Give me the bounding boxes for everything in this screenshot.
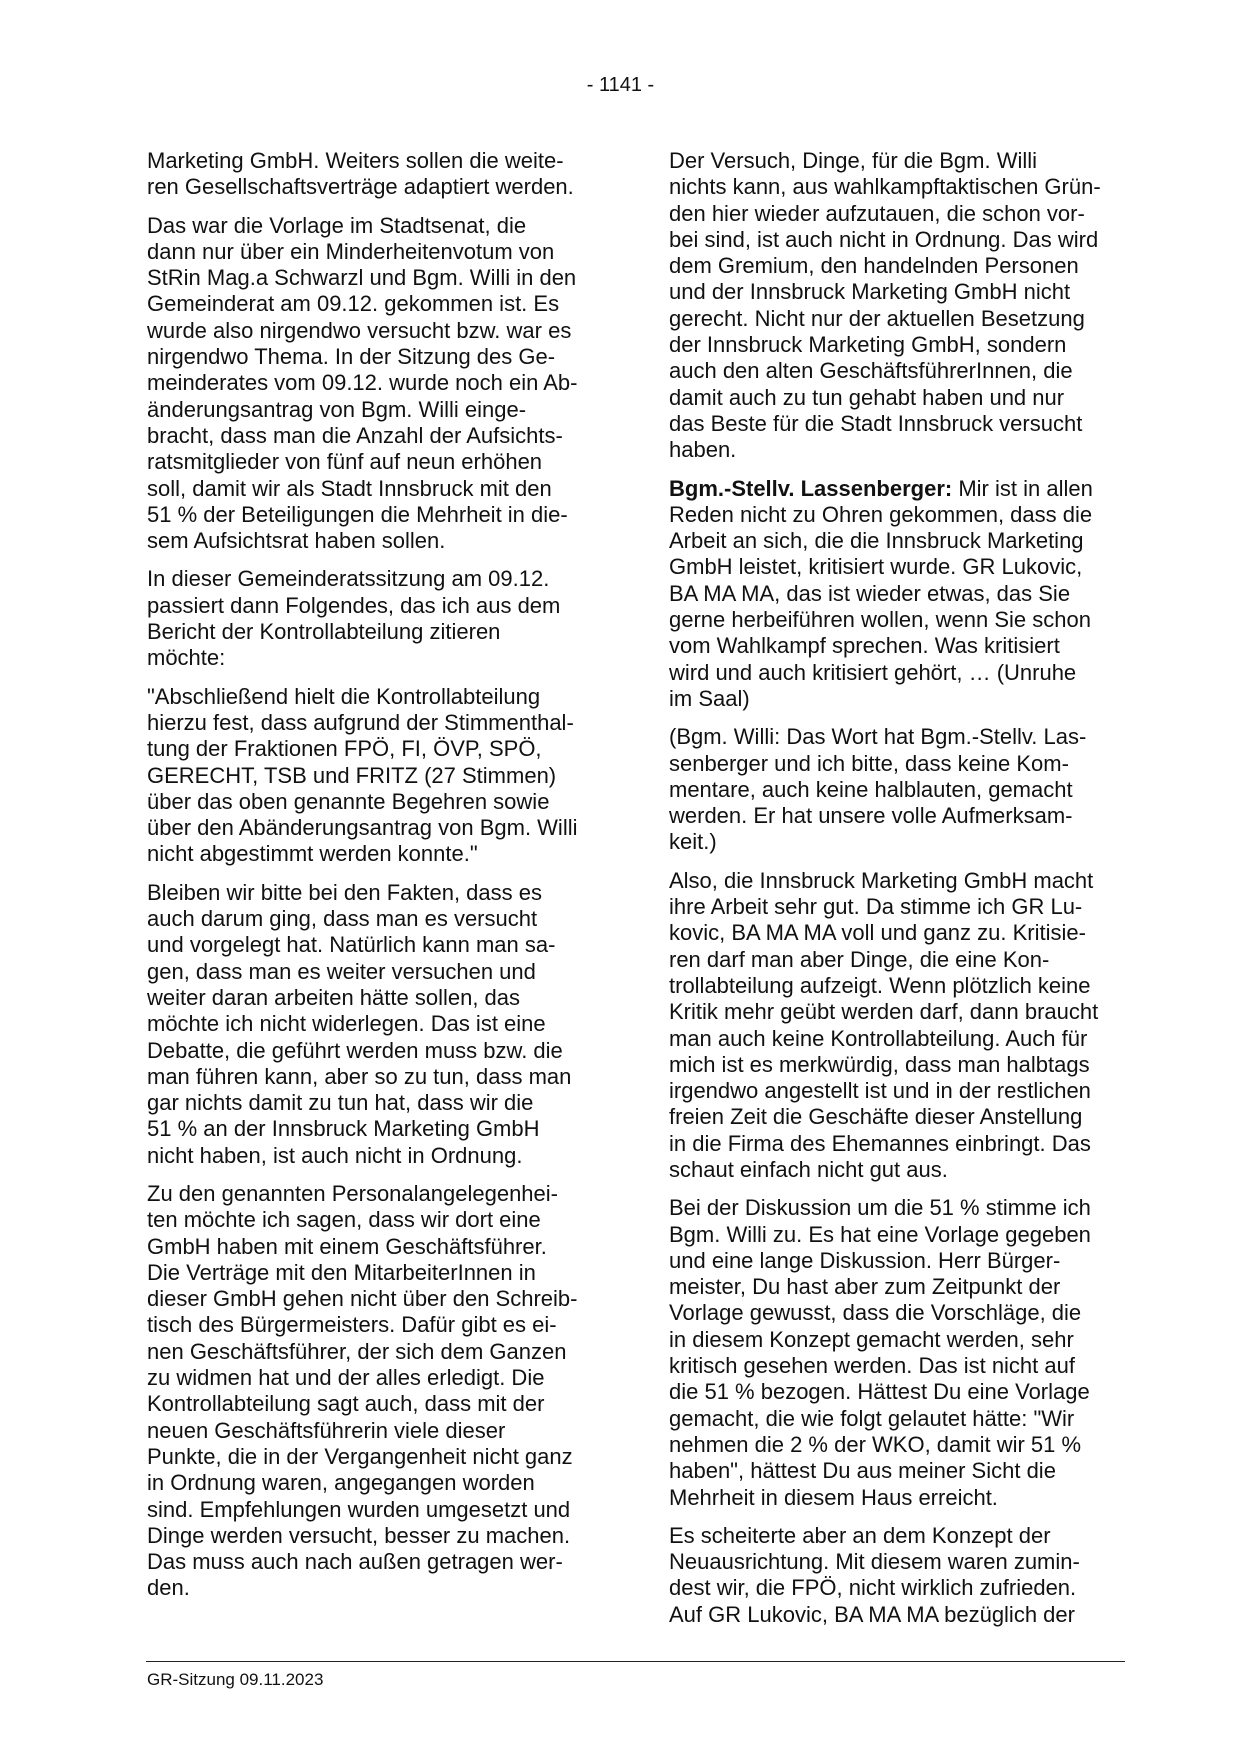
footer-text: GR-Sitzung 09.11.2023	[147, 1670, 324, 1689]
paragraph: Es scheiterte aber an dem Konzept der Neuausrichtung. Mit diesem waren zumin- dest wir, die FPÖ, nicht wirklich zufrieden. Auf GR Lukovic, BA MA MA bezüglich der	[669, 1522, 1080, 1627]
left-column	[147, 148, 607, 1614]
page-number: - 1141 -	[586, 74, 655, 96]
paragraph: Zu den genannten Personalangelegenhei- ten möchte ich sagen, dass wir dort eine GmbH haben mit einem Geschäftsführer. Die Verträge mit den MitarbeiterInnen in dieser GmbH gehen nicht über den Schreib- tisch des Bürgermeisters. Dafür gibt es ei- nen Geschäftsführer, der sich dem Ganzen zu widmen hat und der alles erledigt. Die Kontrollabteilung sagt auch, dass mit der neuen Geschäftsführerin viele dieser Punkte, die in der Vergangenheit nicht ganz in Ordnung waren, angegangen worden sind. Empfehlungen wurden umgesetzt und Dinge werden versucht, besser zu machen. Das muss auch nach außen getragen wer- den.	[147, 1180, 578, 1601]
speech-paragraph	[669, 476, 1129, 713]
quote-paragraph: "Abschließend hielt die Kontrollabteilung hierzu fest, dass aufgrund der Stimmenthal- tung der Fraktionen FPÖ, FI, ÖVP, SPÖ, GERECHT, TSB und FRITZ (27 Stimmen) über das oben genannte Begehren sowie über den Abänderungsantrag von Bgm. Willi nicht abgestimmt werden konnte."	[147, 683, 578, 867]
paragraph: In dieser Gemeinderatssitzung am 09.12. passiert dann Folgendes, das ich aus dem Bericht der Kontrollabteilung zitieren möchte:	[147, 566, 561, 671]
paragraph: Also, die Innsbruck Marketing GmbH macht ihre Arbeit sehr gut. Da stimme ich GR Lu- kovic, BA MA MA voll und ganz zu. Kritisie- ren darf man aber Dinge, die eine Kon- trollabteilung aufzeigt. Wenn plötzlich keine Kritik mehr geübt werden darf, dann braucht man auch keine Kontrollabteilung. Auch für mich ist es merkwürdig, dass man halbtags irgendwo angestellt ist und in der restlichen freien Zeit die Geschäfte dieser Anstellung in die Firma des Ehemannes einbringt. Das schaut einfach nicht gut aus.	[669, 867, 1099, 1182]
paragraph: Bleiben wir bitte bei den Fakten, dass es auch darum ging, dass man es versucht und vorgelegt hat. Natürlich kann man sa- gen, dass man es weiter versuchen und weiter daran arbeiten hätte sollen, das möchte ich nicht widerlegen. Das ist eine Debatte, die geführt werden muss bzw. die man führen kann, aber so zu tun, dass man gar nichts damit zu tun hat, dass wir die 51 % an der Innsbruck Marketing GmbH nicht haben, ist auch nicht in Ordnung.	[147, 879, 572, 1168]
right-column	[669, 148, 1129, 1640]
footer-divider	[146, 1661, 1125, 1662]
paragraph: Das war die Vorlage im Stadtsenat, die dann nur über ein Minderheitenvotum von StRin Mag.a Schwarzl und Bgm. Willi in den Gemeinderat am 09.12. gekommen ist. Es wurde also nirgendwo versucht bzw. war es nirgendwo Thema. In der Sitzung des Ge- meinderates vom 09.12. wurde noch ein Ab- änderungsantrag von Bgm. Willi einge- bracht, dass man die Anzahl der Aufsichts- ratsmitglieder von fünf auf neun erhöhen soll, damit wir als Stadt Innsbruck mit den 51 % der Beteiligungen die Mehrheit in die- sem Aufsichtsrat haben sollen.	[147, 212, 578, 554]
paragraph: Bei der Diskussion um die 51 % stimme ich Bgm. Willi zu. Es hat eine Vorlage gegeben und eine lange Diskussion. Herr Bürger- meister, Du hast aber zum Zeitpunkt der Vorlage gewusst, dass die Vorschläge, die in diesem Konzept gemacht werden, sehr kritisch gesehen werden. Das ist nicht auf die 51 % bezogen. Hättest Du eine Vorlage gemacht, die wie folgt gelautet hätte: "Wir nehmen die 2 % der WKO, damit wir 51 % haben", hättest Du aus meiner Sicht die Mehrheit in diesem Haus erreicht.	[669, 1195, 1091, 1510]
paragraph: Marketing GmbH. Weiters sollen die weite- ren Gesellschaftsverträge adaptiert werden.	[147, 148, 574, 200]
speaker-name: Bgm.-Stellv. Lassenberger:	[669, 475, 953, 501]
paragraph: Der Versuch, Dinge, für die Bgm. Willi nichts kann, aus wahlkampftaktischen Grün- den hier wieder aufzutauen, die schon vor- bei sind, ist auch nicht in Ordnung. Das wird dem Gremium, den handelnden Personen und der Innsbruck Marketing GmbH nicht gerecht. Nicht nur der aktuellen Besetzung der Innsbruck Marketing GmbH, sondern auch den alten GeschäftsführerInnen, die damit auch zu tun gehabt haben und nur das Beste für die Stadt Innsbruck versucht haben.	[669, 148, 1101, 463]
interjection-paragraph: (Bgm. Willi: Das Wort hat Bgm.-Stellv. Las- senberger und ich bitte, dass keine Kom- mentare, auch keine halblauten, gemacht werden. Er hat unsere volle Aufmerksam- keit.)	[669, 724, 1087, 855]
speech-text: Mir ist in allen Reden nicht zu Ohren gekommen, dass die Arbeit an sich, die die Innsbruck Marketing GmbH leistet, kritisiert wurde. GR Lukovic, BA MA MA, das ist wieder etwas, das Sie gerne herbeiführen wollen, wenn Sie schon vom Wahlkampf sprechen. Was kritisiert wird und auch kritisiert gehört, … (Unruhe im Saal)	[669, 475, 1093, 711]
